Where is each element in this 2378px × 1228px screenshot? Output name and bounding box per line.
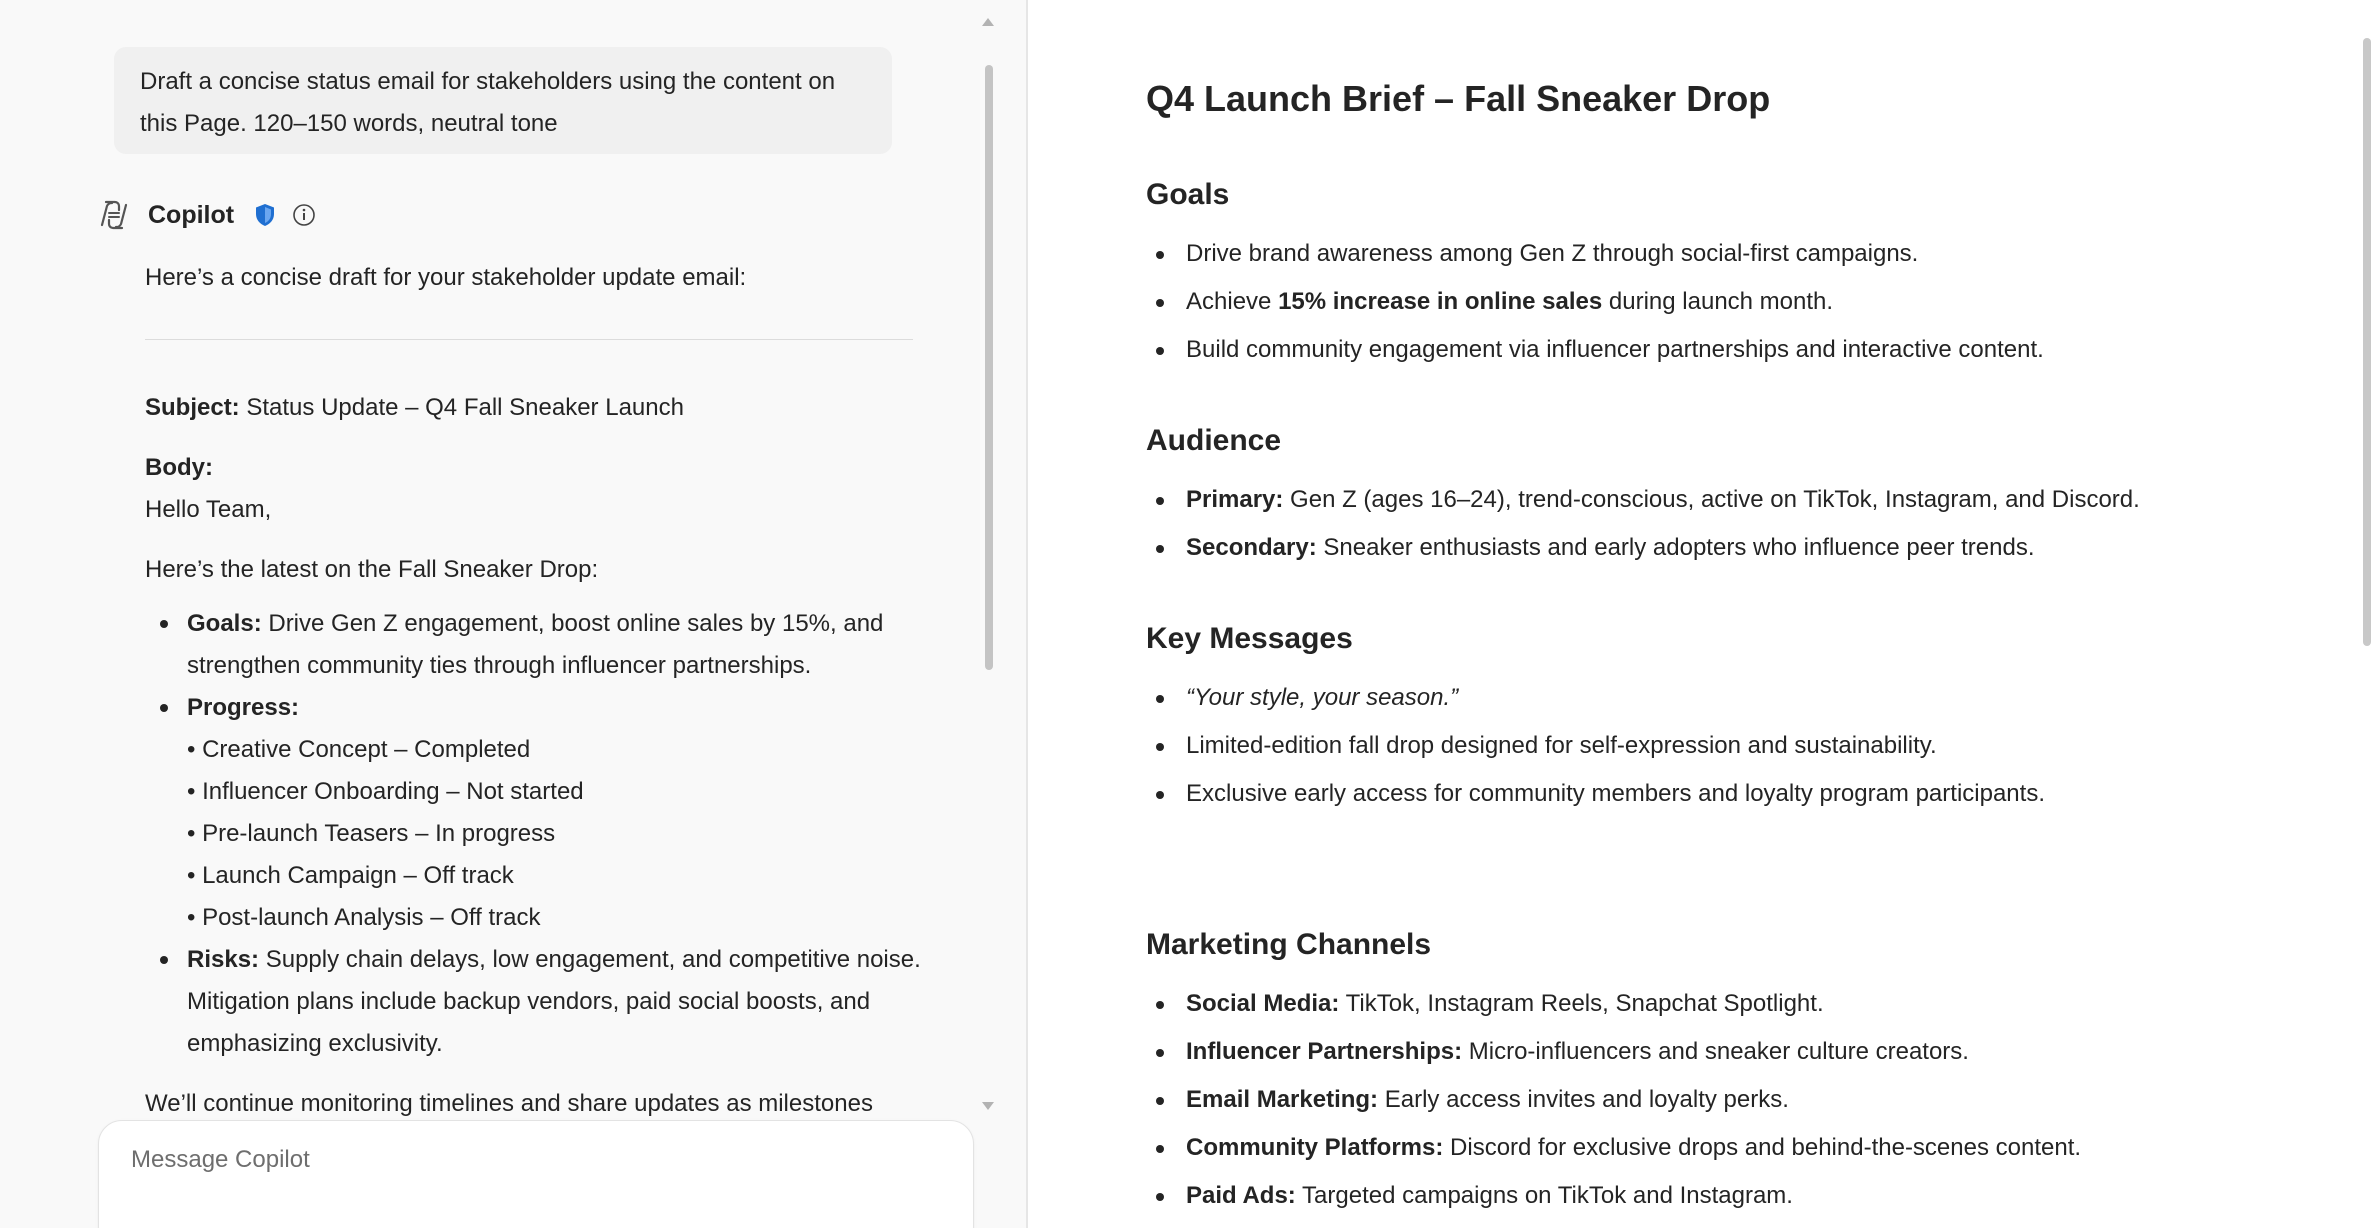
scroll-up-arrow-icon[interactable] [982,18,994,26]
progress-item: • Pre-launch Teasers – In progress [187,820,556,847]
key-message-item: Limited-edition fall drop designed for self-expression and sustainability. [1186,732,1937,759]
email-lead: Here’s the latest on the Fall Sneaker Drop: [145,556,599,583]
bullet-dot [1156,1049,1164,1057]
bullet-dot [1156,743,1164,751]
risks-line-1: Risks: Supply chain delays, low engagement, and competitive noise. [187,946,921,973]
progress-item: • Post-launch Analysis – Off track [187,904,541,931]
shield-icon[interactable] [254,203,276,227]
bullet-dot [160,620,168,628]
bullet-dot [1156,251,1164,259]
progress-label: Progress: [187,694,300,721]
goals-item: Build community engagement via influencer partnerships and interactive content. [1186,336,2044,363]
bullet-dot [1156,1001,1164,1009]
bullet-dot [1156,347,1164,355]
body-label: Body: [145,454,213,481]
copilot-chat-pane [0,0,1026,1228]
risks-line-3: emphasizing exclusivity. [187,1030,443,1057]
copilot-logo-icon [96,197,132,233]
audience-heading: Audience [1146,424,1282,457]
scroll-down-arrow-icon[interactable] [982,1102,994,1110]
page-title: Q4 Launch Brief – Fall Sneaker Drop [1146,78,1771,119]
bullet-dot [1156,791,1164,799]
channel-item: Email Marketing: Early access invites and loyalty perks. [1186,1086,1789,1113]
bullet-dot [1156,497,1164,505]
page-scrollbar-thumb[interactable] [2363,38,2371,646]
bullet-dot [1156,1145,1164,1153]
subject-value: Status Update – Q4 Fall Sneaker Launch [239,394,684,421]
marketing-channels-heading: Marketing Channels [1146,928,1432,961]
bullet-dot [1156,1193,1164,1201]
page-document [1028,0,2378,1228]
channel-item: Paid Ads: Targeted campaigns on TikTok and Instagram. [1186,1182,1793,1209]
audience-item: Primary: Gen Z (ages 16–24), trend-conscious, active on TikTok, Instagram, and Discord. [1186,486,2140,513]
email-greeting: Hello Team, [145,496,272,523]
progress-item: • Creative Concept – Completed [187,736,531,763]
bullet-dot [1156,299,1164,307]
risks-line-2: Mitigation plans include backup vendors, paid social boosts, and [187,988,871,1015]
progress-item: • Influencer Onboarding – Not started [187,778,584,805]
subject-label: Subject: [145,394,240,421]
goals-heading: Goals [1146,178,1230,211]
chat-scrollbar-thumb[interactable] [985,65,993,670]
user-prompt-bubble [114,47,892,154]
assistant-header [96,195,316,235]
goals-line-2: strengthen community ties through influencer partnerships. [187,652,812,679]
key-message-item: “Your style, your season.” [1186,684,1459,711]
key-message-item: Exclusive early access for community members and loyalty program participants. [1186,780,2045,807]
channel-item: Social Media: TikTok, Instagram Reels, Snapchat Spotlight. [1186,990,1824,1017]
email-closing: We’ll continue monitoring timelines and share updates as milestones [145,1090,873,1117]
bullet-dot [1156,695,1164,703]
goals-item: Drive brand awareness among Gen Z through social-first campaigns. [1186,240,1919,267]
goals-item: Achieve 15% increase in online sales during launch month. [1186,288,1834,315]
bullet-dot [1156,545,1164,553]
email-subject [145,392,684,424]
message-input[interactable] [129,1145,933,1175]
info-icon[interactable] [292,203,316,227]
assistant-name: Copilot [148,200,235,229]
assistant-intro: Here’s a concise draft for your stakeholder update email: [145,264,747,291]
bullet-dot [1156,1097,1164,1105]
bullet-dot [160,956,168,964]
channel-item: Influencer Partnerships: Micro-influencers and sneaker culture creators. [1186,1038,1969,1065]
goals-line-1: Goals: Drive Gen Z engagement, boost online sales by 15%, and [187,610,884,637]
message-divider [145,339,913,340]
channel-item: Community Platforms: Discord for exclusive drops and behind-the-scenes content. [1186,1134,2082,1161]
progress-item: • Launch Campaign – Off track [187,862,514,889]
key-messages-heading: Key Messages [1146,622,1353,655]
bullet-dot [160,704,168,712]
audience-item: Secondary: Sneaker enthusiasts and early adopters who influence peer trends. [1186,534,2035,561]
user-prompt-text: Draft a concise status email for stakeholders using the content on this Page. 120–150 words, neutral tone [140,68,836,137]
message-composer[interactable] [98,1120,974,1228]
